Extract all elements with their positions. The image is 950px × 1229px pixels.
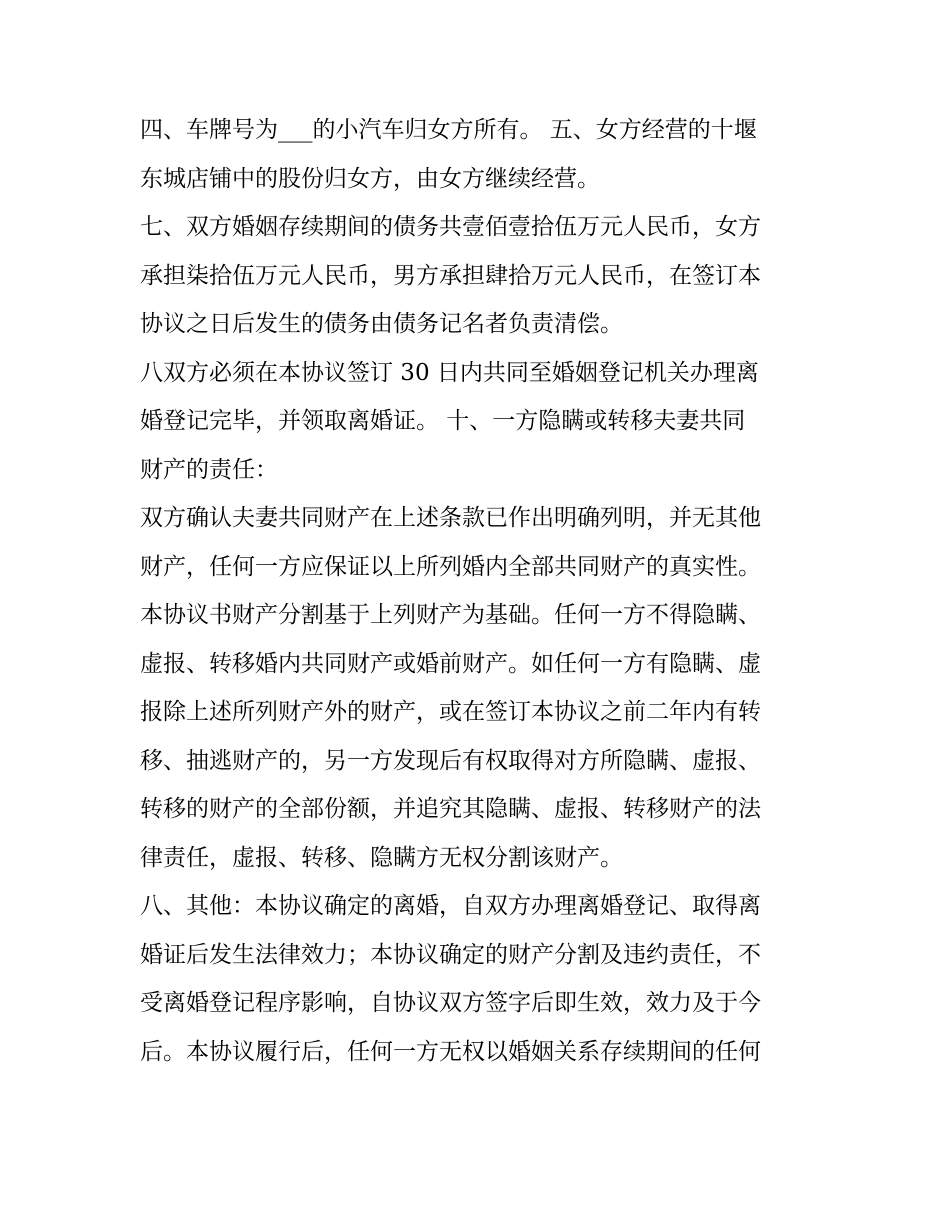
text-line: 承担柒拾伍万元人民币，男方承担肆拾万元人民币，在签订本: [140, 262, 761, 289]
text-line: 四、车牌号为___的小汽车归女方所有。 五、女方经营的十堰: [140, 117, 757, 143]
text-line: 移、抽逃财产的，另一方发现后有权取得对方所隐瞒、虚报、: [140, 747, 761, 774]
text-line: 协议之日后发生的债务由债务记名者负责清偿。: [140, 311, 623, 337]
text-line: 律责任，虚报、转移、隐瞒方无权分割该财产。: [140, 844, 623, 871]
text-line: 转移的财产的全部份额，并追究其隐瞒、虚报、转移财产的法: [140, 796, 761, 822]
text-line: 后。本协议履行后，任何一方无权以婚姻关系存续期间的任何: [140, 1038, 761, 1065]
text-line: 本协议书财产分割基于上列财产为基础。任何一方不得隐瞒、: [140, 602, 761, 628]
text-line: 婚登记完毕，并领取离婚证。 十、一方隐瞒或转移夫妻共同: [140, 408, 746, 434]
paragraph-property-confirmation: [140, 494, 815, 882]
text-line: 婚证后发生法律效力；本协议确定的财产分割及违约责任，不: [140, 941, 761, 968]
text-line: 报除上述所列财产外的财产，或在签订本协议之前二年内有转: [140, 699, 761, 725]
text-line: 双方确认夫妻共同财产在上述条款已作出明确列明，并无其他: [140, 505, 761, 531]
text-line: 财产的责任：: [140, 456, 278, 483]
paragraph-divorce-registration: [140, 349, 815, 495]
text-line: 八双方必须在本协议签订 30 日内共同至婚姻登记机关办理离: [140, 359, 759, 386]
text-line: 受离婚登记程序影响，自协议双方签字后即生效，效力及于今: [140, 990, 761, 1016]
text-line: 虚报、转移婚内共同财产或婚前财产。如任何一方有隐瞒、虚: [140, 650, 761, 677]
paragraph-vehicle-and-shares: [140, 106, 815, 203]
text-line: 七、双方婚姻存续期间的债务共壹佰壹拾伍万元人民币，女方: [140, 214, 761, 240]
text-line: 东城店铺中的股份归女方，由女方继续经营。: [140, 165, 600, 192]
paragraph-other-terms: [140, 882, 815, 1076]
paragraph-debts: [140, 203, 815, 349]
text-line: 财产，任何一方应保证以上所列婚内全部共同财产的真实性。: [140, 553, 761, 580]
document-body: [140, 106, 815, 1076]
text-line: 八、其他：本协议确定的离婚，自双方办理离婚登记、取得离: [140, 893, 761, 919]
